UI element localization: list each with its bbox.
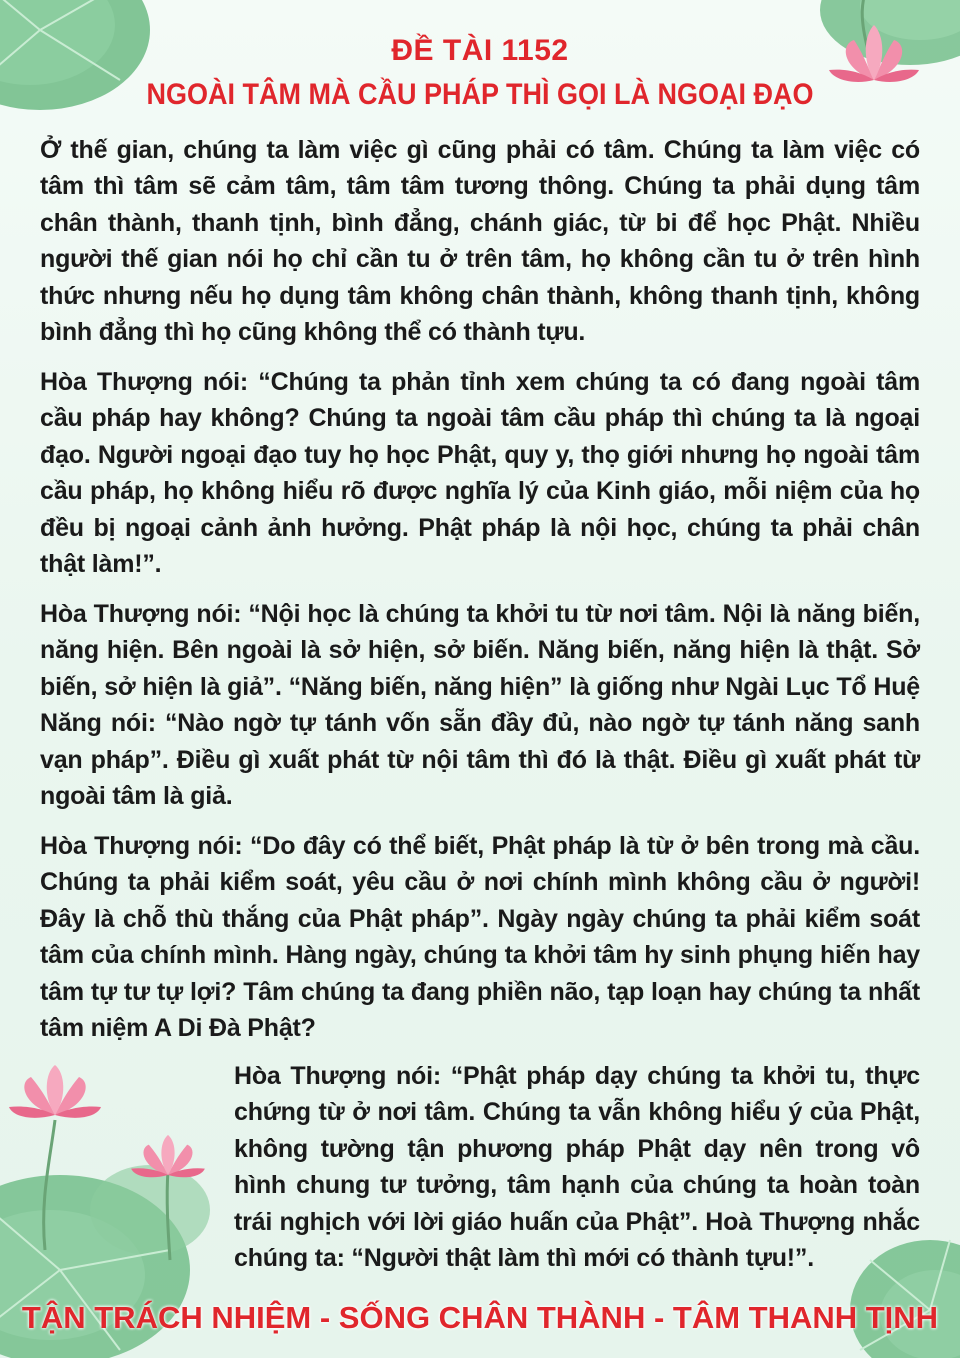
- paragraph-1: Ở thế gian, chúng ta làm việc gì cũng phải có tâm. Chúng ta làm việc có tâm thì tâm sẽ cảm tâm, tâm tâm tương thông. Chúng ta phải dụng tâm chân thành, thanh tịnh, bình đẳng, chánh giác, từ bi để học Phật. Nhiều người thế gian nói họ chỉ cần tu ở trên tâm, họ không cần tu ở trên hình thức nhưng nếu họ dụng tâm không chân thành, không thanh tịnh, không bình đẳng thì họ cũng không thể có thành tựu.: [40, 136, 920, 347]
- paragraph-3: Hòa Thượng nói: “Nội học là chúng ta khởi tu từ nơi tâm. Nội là năng biến, năng hiện. Bên ngoài là sở hiện, sở biến. Năng biến, năng hiện là thật. Sở biến, sở hiện là giả”. “Năng biến, năng hiện” là giống như Ngài Lục Tổ Huệ Năng nói: “Nào ngờ tự tánh vốn sẵn đầy đủ, nào ngờ tự tánh năng sanh vạn pháp”. Điều gì xuất phát từ nội tâm thì đó là thật. Điều gì xuất phát từ ngoài tâm là giả.: [40, 600, 920, 811]
- footer-slogan: TẬN TRÁCH NHIỆM - SỐNG CHÂN THÀNH - TÂM THANH TỊNH: [21, 1300, 939, 1335]
- title-block: [0, 30, 960, 118]
- paragraph-2: Hòa Thượng nói: “Chúng ta phản tỉnh xem chúng ta có đang ngoài tâm cầu pháp hay không? Chúng ta ngoài tâm cầu pháp thì chúng ta là ngoại đạo. Người ngoại đạo tuy họ học Phật, quy y, thọ giới nhưng họ ngoài tâm cầu pháp, họ không hiểu rõ được nghĩa lý của Kinh giáo, mỗi niệm của họ đều bị ngoại cảnh ảnh hưởng. Phật pháp là nội học, chúng ta phải chân thật làm!”.: [40, 368, 920, 579]
- paragraph-4: Hòa Thượng nói: “Do đây có thể biết, Phật pháp là từ ở bên trong mà cầu. Chúng ta phải kiểm soát, yêu cầu ở nơi chính mình không cầu ở người! Đây là chỗ thù thắng của Phật pháp”. Ngày ngày chúng ta phải kiểm soát tâm của chính mình. Hàng ngày, chúng ta khởi tâm hy sinh phụng hiến hay tâm tự tư tự lợi? Tâm chúng ta đang phiền não, tạp loạn hay chúng ta nhất tâm niệm A Di Đà Phật?: [40, 832, 920, 1043]
- topic-title: NGOÀI TÂM MÀ CẦU PHÁP THÌ GỌI LÀ NGOẠI ĐẠO: [146, 78, 814, 111]
- paragraph-5: Hòa Thượng nói: “Phật pháp dạy chúng ta khởi tu, thực chứng từ ở nơi tâm. Chúng ta vẫn không hiểu ý của Phật, không tường tận phương pháp Phật dạy nên trong vô hình chung tư tưởng, tâm hạnh của chúng ta hoàn toàn trái nghịch với lời giáo huấn của Phật”. Hoà Thượng nhắc chúng ta: “Người thật làm thì mới có thành tựu!”.: [234, 1062, 920, 1273]
- topic-number: ĐỀ TÀI 1152: [391, 34, 569, 67]
